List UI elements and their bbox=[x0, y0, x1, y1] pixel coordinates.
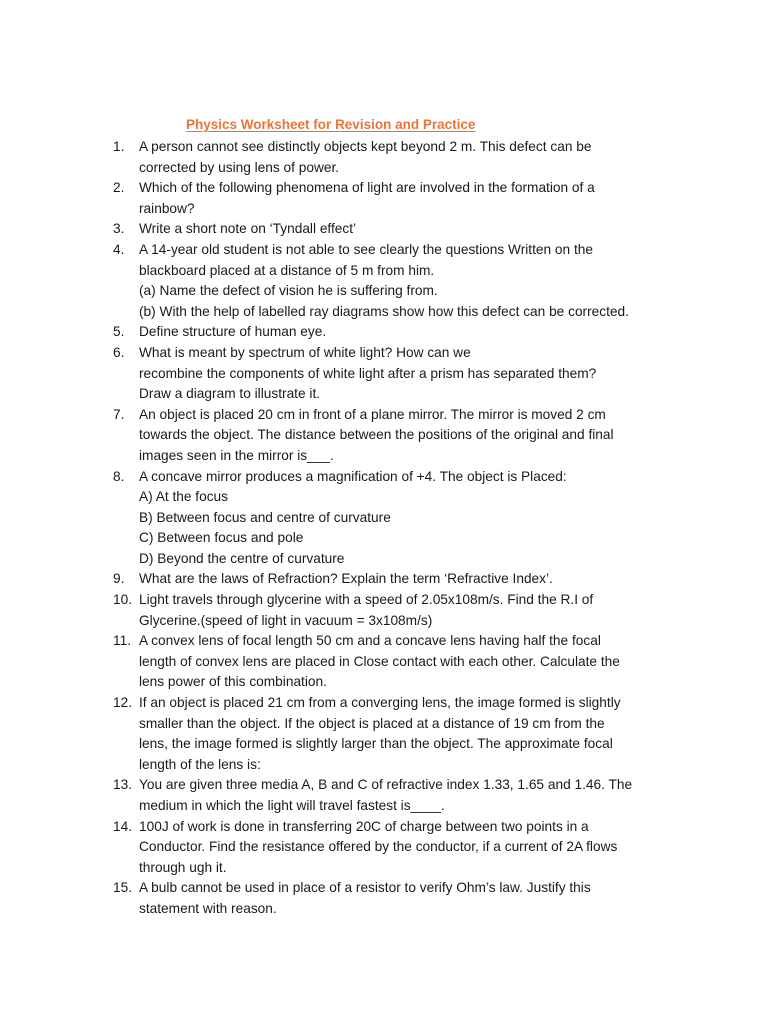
question-text-line: You are given three media A, B and C of refractive index 1.33, 1.65 and 1.46. The bbox=[139, 777, 633, 793]
question-list bbox=[113, 137, 683, 920]
question-text-line: What are the laws of Refraction? Explain the term ‘Refractive Index’. bbox=[139, 571, 553, 587]
question-text-line: What is meant by spectrum of white light? How can we bbox=[139, 344, 471, 360]
question-text-line: If an object is placed 21 cm from a converging lens, the image formed is slightly bbox=[139, 695, 621, 711]
question-text-line: Conductor. Find the resistance offered by the conductor, if a current of 2A flows bbox=[139, 839, 618, 855]
question-text-line: Write a short note on ‘Tyndall effect’ bbox=[139, 221, 357, 237]
question-text-line: (b) With the help of labelled ray diagrams show how this defect can be corrected. bbox=[139, 303, 629, 319]
question-number: 1. bbox=[113, 139, 125, 154]
question-text-line: recombine the components of white light after a prism has separated them? bbox=[139, 365, 597, 381]
question-item bbox=[113, 467, 683, 570]
question-text-line: statement with reason. bbox=[139, 900, 277, 916]
question-item bbox=[113, 240, 683, 322]
question-text-line: towards the object. The distance between the positions of the original and final bbox=[139, 427, 614, 443]
question-item bbox=[113, 137, 683, 178]
question-text-line: (a) Name the defect of vision he is suffering from. bbox=[139, 283, 438, 299]
question-text-line: corrected by using lens of power. bbox=[139, 159, 340, 175]
question-number: 4. bbox=[113, 241, 125, 257]
question-text-line: D) Beyond the centre of curvature bbox=[139, 550, 345, 566]
question-text-line: 100J of work is done in transferring 20C of charge between two points in a bbox=[139, 818, 589, 834]
question-text-line: through ugh it. bbox=[139, 859, 227, 875]
question-text-line: rainbow? bbox=[139, 200, 195, 216]
question-item bbox=[113, 693, 683, 775]
question-number: 6. bbox=[113, 344, 125, 360]
question-text-line: C) Between focus and pole bbox=[139, 530, 304, 546]
question-item bbox=[113, 343, 683, 405]
question-number: 11. bbox=[113, 633, 132, 649]
question-text-line: Which of the following phenomena of light are involved in the formation of a bbox=[139, 180, 595, 196]
question-text-line: length of the lens is: bbox=[139, 756, 261, 772]
question-text-line: blackboard placed at a distance of 5 m from him. bbox=[139, 262, 435, 278]
question-text-line: Glycerine.(speed of light in vacuum = 3x108m/s) bbox=[139, 612, 433, 628]
question-number: 5. bbox=[113, 324, 125, 340]
question-text-line: A) At the focus bbox=[139, 489, 229, 505]
question-text-line: A convex lens of focal length 50 cm and a concave lens having half the focal bbox=[139, 633, 601, 649]
question-item bbox=[113, 405, 683, 467]
question-item bbox=[113, 817, 683, 879]
question-text-line: lens, the image formed is slightly larger than the object. The approximate focal bbox=[139, 736, 613, 752]
question-number: 3. bbox=[113, 221, 125, 237]
question-item bbox=[113, 878, 683, 919]
question-item bbox=[113, 631, 683, 693]
question-text-line: images seen in the mirror is___. bbox=[139, 447, 334, 463]
question-text-line: A concave mirror produces a magnification of +4. The object is Placed: bbox=[139, 468, 567, 484]
question-number: 15. bbox=[113, 880, 133, 896]
question-number: 12. bbox=[113, 695, 133, 711]
question-item bbox=[113, 775, 683, 816]
question-number: 2. bbox=[113, 180, 125, 196]
worksheet-title: Physics Worksheet for Revision and Practice bbox=[186, 117, 476, 132]
question-number: 8. bbox=[113, 468, 125, 484]
question-text-line: medium in which the light will travel fastest is____. bbox=[139, 798, 445, 813]
question-text-line: Define structure of human eye. bbox=[139, 324, 327, 340]
question-text-line: smaller than the object. If the object is placed at a distance of 19 cm from the bbox=[139, 715, 605, 731]
question-text-line: lens power of this combination. bbox=[139, 674, 327, 690]
question-text-line: An object is placed 20 cm in front of a plane mirror. The mirror is moved 2 cm bbox=[139, 406, 606, 422]
question-number: 14. bbox=[113, 818, 133, 834]
question-text-line: A bulb cannot be used in place of a resistor to verify Ohm’s law. Justify this bbox=[139, 880, 591, 896]
question-text-line: Draw a diagram to illustrate it. bbox=[139, 386, 321, 402]
question-item bbox=[113, 178, 683, 219]
question-text-line: Light travels through glycerine with a speed of 2.05x108m/s. Find the R.I of bbox=[139, 592, 594, 608]
question-number: 9. bbox=[113, 571, 125, 587]
question-item bbox=[113, 322, 683, 343]
question-text-line: A 14-year old student is not able to see clearly the questions Written on the bbox=[139, 241, 593, 257]
question-number: 13. bbox=[113, 777, 133, 793]
question-text-line: length of convex lens are placed in Close contact with each other. Calculate the bbox=[139, 653, 620, 669]
question-number: 7. bbox=[113, 406, 125, 422]
question-number: 10. bbox=[113, 592, 133, 608]
question-text-line: B) Between focus and centre of curvature bbox=[139, 509, 391, 525]
question-item bbox=[113, 219, 683, 240]
question-item bbox=[113, 590, 683, 631]
question-text-line: A person cannot see distinctly objects kept beyond 2 m. This defect can be bbox=[139, 139, 592, 154]
question-item bbox=[113, 569, 683, 590]
